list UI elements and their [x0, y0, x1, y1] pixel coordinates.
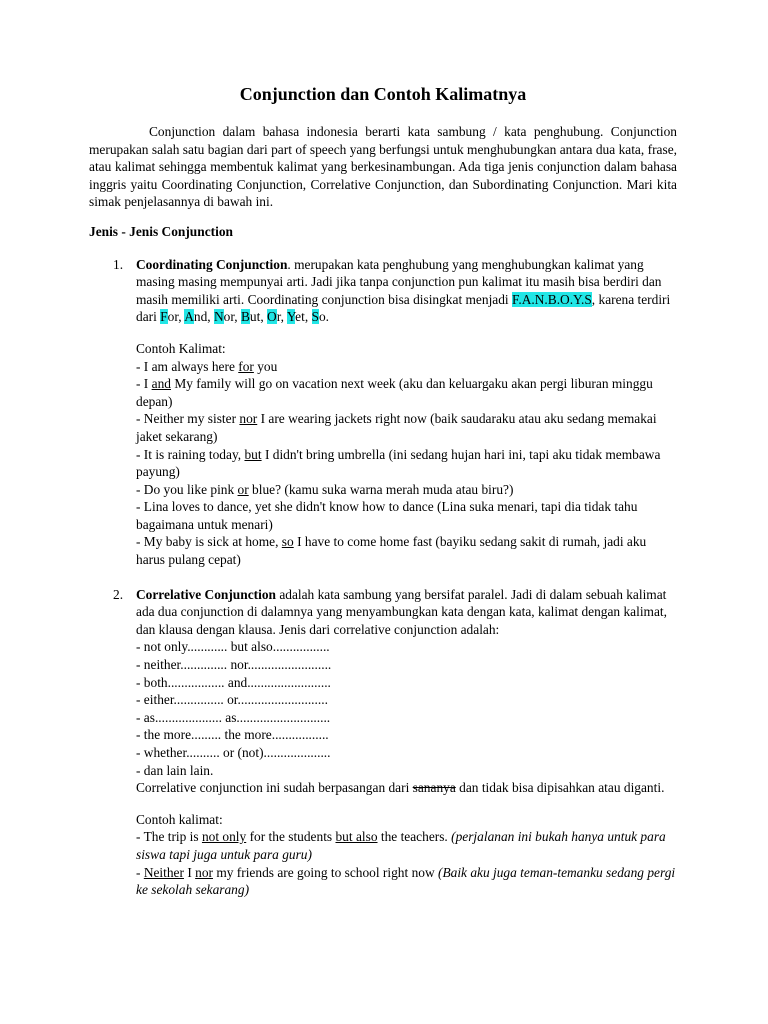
highlight-letter: B [240, 309, 250, 325]
correlative-note: Correlative conjunction ini sudah berpasangan dari sananya dan tidak bisa dipisahkan atau diganti. [136, 780, 665, 796]
list-item-coordinating [89, 256, 677, 569]
example-sentence: - Neither I nor my friends are going to school right now (Baik aku juga teman-temanku sedang pergi ke sekolah sekarang) [136, 864, 676, 898]
correlative-description: Correlative Conjunction adalah kata sambung yang bersifat paralel. Jadi di dalam sebuah kalimat ada dua conjunction di dalamnya yang menyambungkan kata dengan kata, kalimat dengan kalimat, dan klausa dengan klausa. Jenis dari correlative conjunction adalah: [136, 586, 667, 637]
pair-item: - neither.............. nor......................... [136, 657, 332, 673]
example-sentence: - It is raining today, but I didn't bring umbrella (ini sedang hujan hari ini, tapi aku tidak membawa payung) [136, 446, 661, 480]
term-coordinating: Coordinating Conjunction [136, 256, 288, 272]
highlight-letter: S [311, 309, 319, 325]
highlight-letter: F [160, 309, 168, 325]
strikethrough-word: sananya [412, 780, 456, 796]
page-title: Conjunction dan Contoh Kalimatnya [239, 84, 527, 104]
pair-item: - as.................... as............................ [136, 709, 331, 725]
example-sentence: - My baby is sick at home, so I have to come home fast (bayiku sedang sakit di rumah, jadi aku harus pulang cepat) [136, 534, 647, 568]
list-number: 2. [113, 586, 124, 602]
term-correlative: Correlative Conjunction [136, 586, 276, 602]
list-number: 1. [113, 256, 124, 272]
highlight-letter: Y [286, 309, 296, 325]
pair-item: - whether.......... or (not).................... [136, 745, 331, 760]
pair-item: - the more......... the more................. [136, 727, 329, 743]
intro-paragraph: Conjunction dalam bahasa indonesia berarti kata sambung / kata penghubung. Conjunction merupakan salah satu bagian dari part of speech yang berfungsi untuk menghubungkan antara dua kata, frase, atau kalimat sehingga membentuk kalimat yang berkesinambungan. Ada tiga jenis conjunction dalam bahasa inggris yaitu Coordinating Conjunction, Correlative Conjunction, dan Subordinating Conjunction. Mari kita simak penjelasannya di bawah ini. [89, 124, 677, 210]
examples-label: Contoh kalimat: [136, 811, 223, 827]
pair-item: - either............... or........................... [136, 692, 328, 708]
example-sentence: - Do you like pink or blue? (kamu suka warna merah muda atau biru?) [136, 481, 514, 497]
example-sentence: - I am always here for you [136, 358, 278, 374]
example-sentence: - I and My family will go on vacation next week (aku dan keluargaku akan pergi liburan minggu depan) [136, 376, 653, 409]
pair-item: - both................. and......................... [136, 674, 331, 690]
pair-item: - not only............ but also................. [136, 639, 330, 655]
section-heading: Jenis - Jenis Conjunction [89, 223, 233, 239]
example-sentence: - The trip is not only for the students but also the teachers. (perjalanan ini bukah hanya untuk para siswa tapi juga untuk para guru) [136, 829, 666, 862]
pair-item: - dan lain lain. [136, 762, 214, 778]
highlight-letter: A [184, 309, 194, 325]
example-sentence: - Lina loves to dance, yet she didn't know how to dance (Lina suka menari, tapi dia tidak tahu bagaimana untuk menari) [136, 499, 638, 532]
fanboys-highlight: F.A.N.B.O.Y.S [512, 291, 592, 307]
document-page [89, 84, 677, 916]
highlight-letter: O [267, 309, 277, 325]
example-sentence: - Neither my sister nor I are wearing jackets right now (baik saudaraku atau aku sedang memakai jaket sekarang) [136, 411, 657, 444]
examples-label: Contoh Kalimat: [136, 340, 226, 356]
highlight-letter: N [213, 309, 224, 325]
list-item-correlative [89, 586, 677, 899]
coordinating-description: Coordinating Conjunction. merupakan kata penghubung yang menghubungkan kalimat yang masing masing mempunyai arti. Jadi jika tanpa conjunction pun kalimat itu masih bisa berdiri dan masih memiliki arti. Coordinating conjunction bisa disingkat menjadi F.A.N.B.O.Y.S, karena terdiri dari For, And, Nor, But, Or, Yet, So. [136, 256, 671, 325]
